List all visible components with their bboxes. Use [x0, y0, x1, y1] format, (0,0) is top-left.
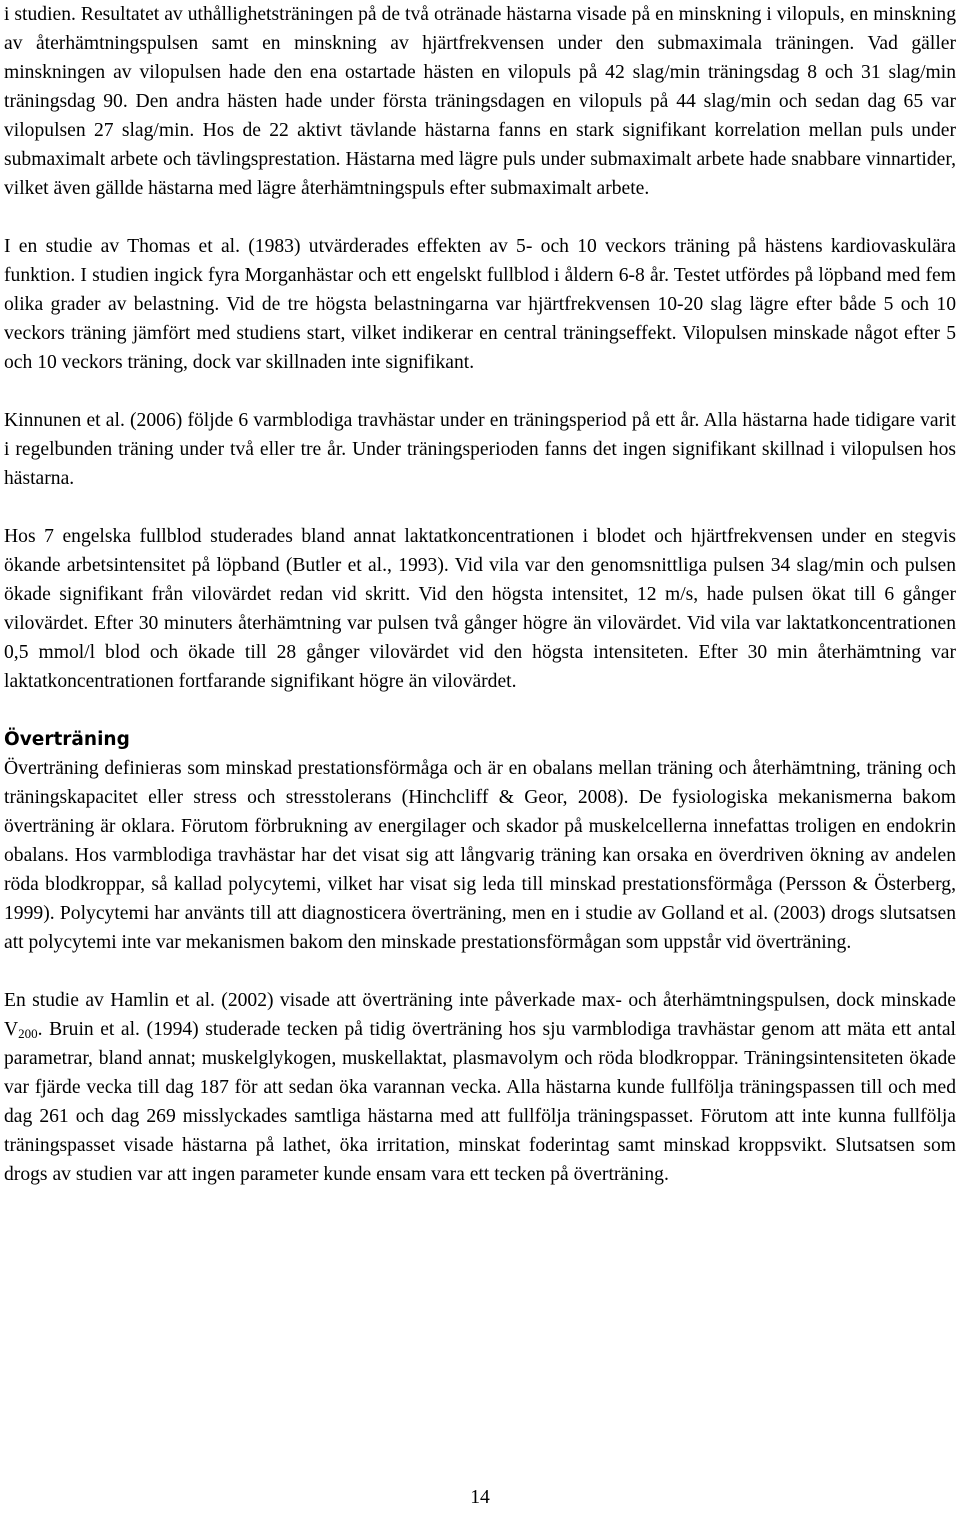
section-heading-overtraining: Överträning	[4, 729, 130, 750]
hamlin-text-end: . Bruin et al. (1994) studerade tecken på tidig överträning hos sju varmblodiga travhästar genom att mäta ett antal parametrar, bland annat; muskelglykogen, muskellaktat, plasmavolym och röda blodkroppar. Träningsintensiteten ökade var fjärde vecka till dag 187 för att sedan öka varannan vecka. Alla hästarna kunde fullfölja träningspassen till och med dag 261 och dag 269 misslyckades samtliga hästarna med att fullfölja träningspasset. Förutom att inte kunna fullfölja träningspasset visade hästarna på lathet, öka irritation, minskat foderintag samt minskad kroppsvikt. Slutsatsen som drogs av studien var att ingen parameter kunde ensam vara ett tecken på överträning.	[4, 1019, 956, 1185]
paragraph-thomas-study: I en studie av Thomas et al. (1983) utvärderades effekten av 5- och 10 veckors träning på hästens kardiovaskulära funktion. I studien ingick fyra Morganhästar och ett engelskt fullblod i åldern 6-8 år. Testet utfördes på löpband med fem olika grader av belastning. Vid de tre högsta belastningarna var hjärtfrekvensen 10-20 slag lägre efter både 5 och 10 veckors träning jämfört med studiens start, vilket indikerar en central träningseffekt. Vilopulsen minskade något efter 5 och 10 veckors träning, dock var skillnaden inte signifikant.	[4, 236, 956, 373]
paragraph-hamlin-bruin-study	[4, 986, 956, 1189]
hamlin-text-start: En studie av Hamlin et al. (2002) visade att överträning inte påverkade max- och återhämtningspulsen, dock minskade V	[4, 990, 956, 1040]
page-number: 14	[470, 1487, 490, 1508]
paragraph-butler-study: Hos 7 engelska fullblod studerades bland annat laktatkoncentrationen i blodet och hjärtfrekvensen under en stegvis ökande arbetsintensitet på löpband (Butler et al., 1993). Vid vila var den genomsnittliga pulsen 34 slag/min och pulsen ökade signifikant från vilovärdet redan vid skritt. Vid den högsta intensitet, 12 m/s, hade pulsen ökat till 6 gånger vilovärdet. Efter 30 minuters återhämtning var pulsen två gånger högre än vilovärdet. Vid vila var laktatkoncentrationen 0,5 mmol/l blod och ökade till 28 gånger vilovärdet vid den högsta intensiteten. Efter 30 min återhämtning var laktatkoncentrationen fortfarande signifikant högre än vilovärdet.	[4, 526, 956, 692]
paragraph-overtraining-definition: Överträning definieras som minskad prestationsförmåga och är en obalans mellan träning och återhämtning, träning och träningskapacitet eller stress och stresstolerans (Hinchcliff & Geor, 2008). De fysiologiska mekanismerna bakom överträning är oklara. Förutom förbrukning av energilager och skador på muskelcellerna innefattas troligen en endokrin obalans. Hos varmblodiga travhästar har det visat sig att långvarig träning kan orsaka en överdriven ökning av andelen röda blodkroppar, så kallad polycytemi, vilket har visat sig leda till minskad prestationsförmåga (Persson & Österberg, 1999). Polycytemi har använts till att diagnosticera överträning, men en i studie av Golland et al. (2003) drogs slutsatsen att polycytemi inte var mekanismen bakom den minskade prestationsförmågan som uppstår vid överträning.	[4, 758, 956, 953]
paragraph-kinnunen-study: Kinnunen et al. (2006) följde 6 varmblodiga travhästar under en träningsperiod på ett år. Alla hästarna hade tidigare varit i regelbunden träning under två eller tre år. Under träningsperioden fanns det ingen signifikant skillnad i vilopulsen hos hästarna.	[4, 410, 956, 489]
paragraph-endurance-results: i studien. Resultatet av uthållighetsträningen på de två otränade hästarna visade på en minskning i vilopuls, en minskning av återhämtningspulsen samt en minskning av hjärtfrekvensen under den submaximala träningen. Vad gäller minskningen av vilopulsen hade den ena ostartade hästen en vilopuls på 42 slag/min träningsdag 8 och 31 slag/min träningsdag 90. Den andra hästen hade under första träningsdagen en vilopuls på 44 slag/min och sedan dag 65 var vilopulsen 27 slag/min. Hos de 22 aktivt tävlande hästarna fanns en stark signifikant korrelation mellan puls under submaximalt arbete och tävlingsprestation. Hästarna med lägre puls under submaximalt arbete hade snabbare vinnartider, vilket även gällde hästarna med lägre återhämtningspuls efter submaximalt arbete.	[4, 4, 956, 199]
document-page	[4, 0, 956, 1189]
v200-subscript: 200	[18, 1026, 38, 1041]
